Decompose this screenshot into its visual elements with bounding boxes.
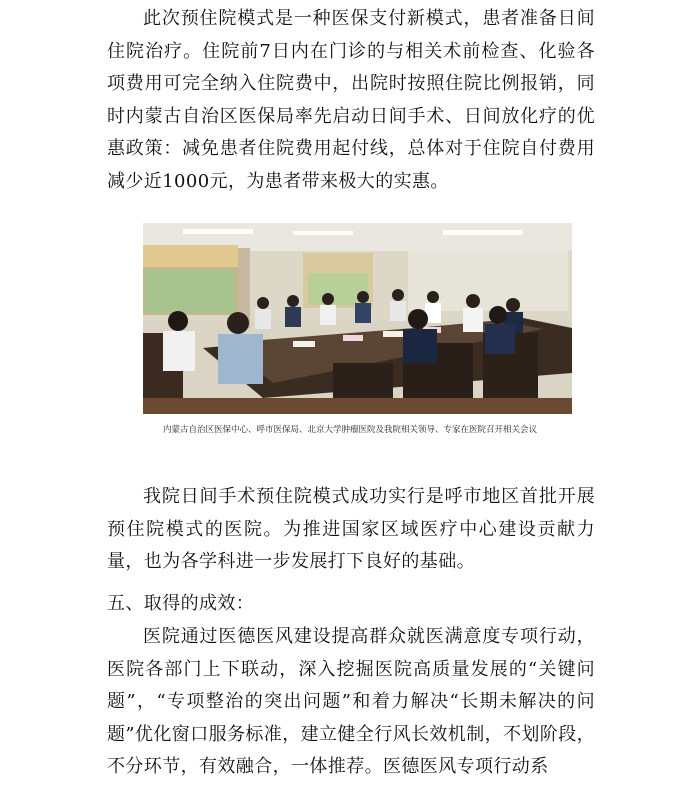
photo-caption: 内蒙古自治区医保中心、呼市医保局、北京大学肿瘤医院及我院相关领导、专家在医院召开相关会议: [162, 425, 537, 435]
paragraph-day-surgery-success: 我院日间手术预住院模式成功实行是呼市地区首批开展预住院模式的医院。为推进国家区域医疗中心建设贡献力量，也为各学科进一步发展打下良好的基础。: [107, 486, 595, 572]
meeting-photo: [143, 223, 572, 414]
paragraph-results-body: 医院通过医德医风建设提高群众就医满意度专项行动，医院各部门上下联动，深入挖掘医院高质量发展的“关键问题”，“专项整治的突出问题”和着力解决“长期未解决的问题”优化窗口服务标准，建立健全行风长效机制，不划阶段，不分环节，有效融合，一体推荐。医德医风专项行动系: [107, 626, 595, 777]
section-heading-results: 五、取得的成效：: [107, 593, 255, 614]
paragraph-pre-admission-model: 此次预住院模式是一种医保支付新模式，患者准备日间住院治疗。住院前7日内在门诊的与相关术前检查、化验各项费用可完全纳入住院费中，出院时按照住院比例报销，同时内蒙古自治区医保局率先启动日间手术、日间放化疗的优惠政策：减免患者住院费用起付线，总体对于住院自付费用减少近1000元，为患者带来极大的实惠。: [107, 8, 595, 192]
